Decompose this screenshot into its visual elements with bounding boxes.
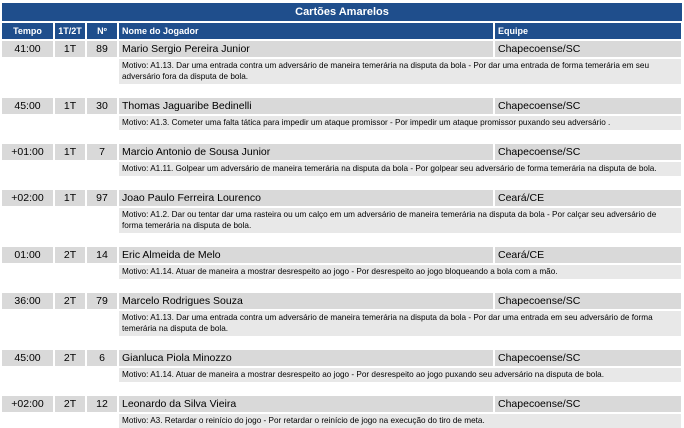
header-team: Equipe (495, 23, 681, 39)
table-row (2, 144, 682, 160)
row-spacer (2, 279, 682, 291)
motivo-indent (2, 368, 117, 382)
cell-number: 79 (87, 293, 117, 309)
card-record (2, 247, 682, 279)
motivo-row (2, 162, 682, 176)
cell-time: 01:00 (2, 247, 53, 263)
card-record (2, 98, 682, 130)
cell-half: 2T (55, 293, 85, 309)
table-row (2, 350, 682, 366)
cell-half: 1T (55, 190, 85, 206)
motivo-indent (2, 162, 117, 176)
motivo-text: Motivo: A1.13. Dar uma entrada contra um adversário de maneira temerária na disputa da bola - Por dar uma entrada em seu adversário de forma temerária na disputa de bola. (119, 311, 681, 336)
cell-half: 2T (55, 247, 85, 263)
table-row (2, 247, 682, 263)
motivo-row (2, 265, 682, 279)
cell-player-name: Marcelo Rodrigues Souza (119, 293, 493, 309)
row-spacer (2, 336, 682, 348)
cell-team: Chapecoense/SC (495, 350, 681, 366)
card-record (2, 350, 682, 382)
cell-time: 45:00 (2, 350, 53, 366)
cell-player-name: Eric Almeida de Melo (119, 247, 493, 263)
row-spacer (2, 176, 682, 188)
motivo-text: Motivo: A1.2. Dar ou tentar dar uma rasteira ou um calço em um adversário de maneira temerária na disputa da bola - Por calçar seu adversário de forma temerária na disputa de bola. (119, 208, 681, 233)
table-row (2, 293, 682, 309)
cell-time: +02:00 (2, 396, 53, 412)
cell-time: +02:00 (2, 190, 53, 206)
motivo-text: Motivo: A1.13. Dar uma entrada contra um adversário de maneira temerária na disputa da bola - Por dar uma entrada de forma temerária em seu adversário fora da disputa de bola. (119, 59, 681, 84)
motivo-text: Motivo: A1.14. Atuar de maneira a mostrar desrespeito ao jogo - Por desrespeito ao jogo puxando seu adversário na disputa de bola. (119, 368, 681, 382)
cell-player-name: Joao Paulo Ferreira Lourenco (119, 190, 493, 206)
cell-team: Chapecoense/SC (495, 293, 681, 309)
cell-half: 1T (55, 41, 85, 57)
motivo-row (2, 311, 682, 336)
cell-time: 45:00 (2, 98, 53, 114)
motivo-indent (2, 208, 117, 233)
cell-team: Chapecoense/SC (495, 144, 681, 160)
table-header (2, 23, 682, 39)
cell-team: Ceará/CE (495, 190, 681, 206)
motivo-row (2, 208, 682, 233)
cell-number: 12 (87, 396, 117, 412)
card-record (2, 190, 682, 233)
header-tempo: Tempo (2, 23, 53, 39)
motivo-row (2, 414, 682, 428)
row-spacer (2, 382, 682, 394)
row-spacer (2, 84, 682, 96)
cell-half: 2T (55, 396, 85, 412)
motivo-row (2, 368, 682, 382)
cell-number: 7 (87, 144, 117, 160)
cell-player-name: Mario Sergio Pereira Junior (119, 41, 493, 57)
card-record (2, 293, 682, 336)
cell-time: 41:00 (2, 41, 53, 57)
table-row (2, 41, 682, 57)
cell-player-name: Leonardo da Silva Vieira (119, 396, 493, 412)
header-player-name: Nome do Jogador (119, 23, 493, 39)
table-row (2, 396, 682, 412)
row-spacer (2, 130, 682, 142)
header-number: Nº (87, 23, 117, 39)
cell-number: 14 (87, 247, 117, 263)
cell-half: 1T (55, 98, 85, 114)
cell-number: 30 (87, 98, 117, 114)
header-half: 1T/2T (55, 23, 85, 39)
cell-team: Chapecoense/SC (495, 98, 681, 114)
motivo-indent (2, 265, 117, 279)
cell-number: 6 (87, 350, 117, 366)
cell-team: Chapecoense/SC (495, 396, 681, 412)
records-list (2, 41, 682, 428)
row-spacer (2, 233, 682, 245)
cell-time: 36:00 (2, 293, 53, 309)
cell-time: +01:00 (2, 144, 53, 160)
cell-player-name: Thomas Jaguaribe Bedinelli (119, 98, 493, 114)
cell-player-name: Marcio Antonio de Sousa Junior (119, 144, 493, 160)
cell-half: 2T (55, 350, 85, 366)
motivo-indent (2, 414, 117, 428)
cell-number: 97 (87, 190, 117, 206)
card-record (2, 144, 682, 176)
cell-team: Ceará/CE (495, 247, 681, 263)
motivo-indent (2, 59, 117, 84)
motivo-text: Motivo: A3. Retardar o reinício do jogo - Por retardar o reinício de jogo na execução do tiro de meta. (119, 414, 681, 428)
cell-number: 89 (87, 41, 117, 57)
motivo-text: Motivo: A1.3. Cometer uma falta tática para impedir um ataque promissor - Por impedir um ataque promissor puxando seu adversário . (119, 116, 681, 130)
card-record (2, 396, 682, 428)
motivo-row (2, 116, 682, 130)
motivo-indent (2, 311, 117, 336)
cell-player-name: Gianluca Piola Minozzo (119, 350, 493, 366)
motivo-text: Motivo: A1.11. Golpear um adversário de maneira temerária na disputa da bola - Por golpear seu adversário de forma temerária na disputa de bola. (119, 162, 681, 176)
cell-half: 1T (55, 144, 85, 160)
card-record (2, 41, 682, 84)
yellow-cards-table (2, 3, 682, 428)
table-title: Cartões Amarelos (2, 3, 682, 21)
cell-team: Chapecoense/SC (495, 41, 681, 57)
table-row (2, 190, 682, 206)
table-row (2, 98, 682, 114)
motivo-row (2, 59, 682, 84)
motivo-indent (2, 116, 117, 130)
motivo-text: Motivo: A1.14. Atuar de maneira a mostrar desrespeito ao jogo - Por desrespeito ao jogo bloqueando a bola com a mão. (119, 265, 681, 279)
